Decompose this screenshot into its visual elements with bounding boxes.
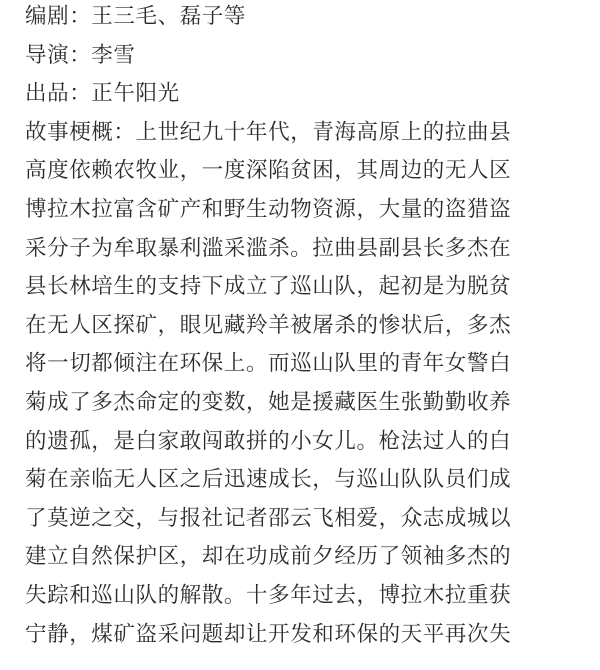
synopsis-line: 失踪和巡山队的解散。十多年过去，博拉木拉重获 [25, 582, 512, 608]
synopsis-line: 博拉木拉富含矿产和野生动物资源，大量的盗猎盗 [25, 196, 512, 222]
producer-line: 出品：正午阳光 [25, 81, 180, 107]
synopsis-line: 县长林培生的支持下成立了巡山队，起初是为脱贫 [25, 274, 512, 300]
synopsis-line: 将一切都倾注在环保上。而巡山队里的青年女警白 [25, 351, 512, 377]
director-line: 导演：李雪 [25, 42, 136, 68]
synopsis-line: 菊在亲临无人区之后迅速成长，与巡山队队员们成 [25, 467, 512, 493]
synopsis-line: 了莫逆之交，与报社记者邵云飞相爱，众志成城以 [25, 505, 512, 531]
synopsis-line: 建立自然保护区，却在功成前夕经历了领袖多杰的 [25, 544, 512, 570]
document-text [25, 0, 595, 654]
synopsis-line: 在无人区探矿，眼见藏羚羊被屠杀的惨状后，多杰 [25, 312, 512, 338]
synopsis-line: 宁静，煤矿盗采问题却让开发和环保的天平再次失 [25, 621, 512, 647]
synopsis-line: 的遗孤，是白家敢闯敢拼的小女儿。枪法过人的白 [25, 428, 512, 454]
synopsis-line: 高度依赖农牧业，一度深陷贫困，其周边的无人区 [25, 158, 512, 184]
synopsis-line: 菊成了多杰命定的变数，她是援藏医生张勤勤收养 [25, 389, 512, 415]
synopsis-line: 采分子为牟取暴利滥采滥杀。拉曲县副县长多杰在 [25, 235, 512, 261]
synopsis-line: 故事梗概：上世纪九十年代，青海高原上的拉曲县 [25, 119, 512, 145]
screenwriter-line: 编剧：王三毛、磊子等 [25, 4, 247, 29]
synopsis-paragraph [25, 114, 595, 654]
